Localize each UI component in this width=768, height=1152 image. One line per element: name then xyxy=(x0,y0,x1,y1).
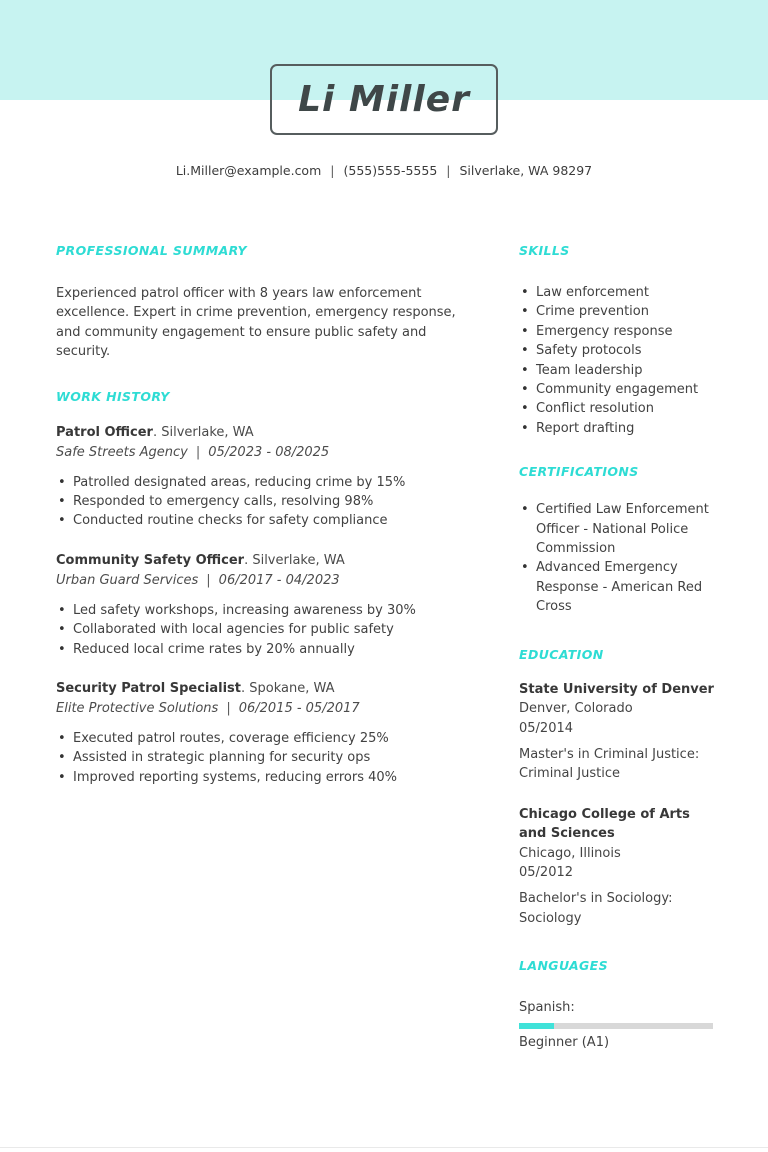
job-title-separator: . xyxy=(241,681,250,697)
job-dates: 06/2017 - 04/2023 xyxy=(218,572,340,588)
job-title: Security Patrol Specialist xyxy=(56,681,241,697)
job-bullet: • Reduced local crime rates by 20% annually xyxy=(56,640,462,659)
graduation-date: 05/2014 xyxy=(519,720,574,736)
job-location: Silverlake, WA xyxy=(252,552,345,568)
language-progress-fill xyxy=(519,1023,554,1029)
school-location: Denver, Colorado xyxy=(519,701,633,717)
skill-item: • Safety protocols xyxy=(519,341,715,360)
job-bullets xyxy=(56,473,462,531)
certifications-heading: CERTIFICATIONS xyxy=(519,464,639,480)
company-dates-separator: | xyxy=(226,701,231,717)
contact-item: Silverlake, WA 98297 xyxy=(459,163,593,178)
skill-item: • Law enforcement xyxy=(519,283,715,302)
left-column xyxy=(56,243,462,787)
education-entry xyxy=(519,805,715,928)
job-bullets xyxy=(56,729,462,787)
language-level: Beginner (A1) xyxy=(519,1034,610,1050)
degree: Master's in Criminal Justice: Criminal Justice xyxy=(519,746,700,782)
job-dates: 05/2023 - 08/2025 xyxy=(208,444,330,460)
job-location: Silverlake, WA xyxy=(161,424,254,440)
company-dates-separator: | xyxy=(206,572,211,588)
job-entry xyxy=(56,551,462,659)
job-title: Patrol Officer xyxy=(56,424,153,440)
skills-list xyxy=(519,283,715,438)
job-company: Safe Streets Agency xyxy=(56,444,188,460)
right-column xyxy=(519,243,715,1052)
job-title-separator: . xyxy=(244,552,253,568)
summary-heading: PROFESSIONAL SUMMARY xyxy=(56,243,248,258)
skill-item: • Crime prevention xyxy=(519,302,715,321)
jobs-list xyxy=(56,423,462,788)
contact-line xyxy=(0,163,768,178)
job-bullet: • Led safety workshops, increasing awareness by 30% xyxy=(56,601,462,620)
school-name: Chicago College of Arts and Sciences xyxy=(519,806,690,842)
name-box xyxy=(270,64,498,135)
education-list xyxy=(519,680,715,928)
skill-item: • Conflict resolution xyxy=(519,399,715,418)
school-location: Chicago, Illinois xyxy=(519,845,621,861)
education-heading: EDUCATION xyxy=(519,646,604,662)
contact-separator: | xyxy=(446,163,451,178)
skill-item: • Emergency response xyxy=(519,322,715,341)
summary-text: Experienced patrol officer with 8 years law enforcement excellence. Expert in crime prevention, emergency response, and community engagement to ensure public safety and security. xyxy=(56,286,456,360)
language-progress-track xyxy=(519,1023,713,1029)
job-entry xyxy=(56,679,462,787)
contact-separator: | xyxy=(330,163,335,178)
certification-item: • Advanced Emergency Response - American Red Cross xyxy=(519,558,715,616)
page-bottom-border xyxy=(0,1147,768,1148)
certification-item: • Certified Law Enforcement Officer - National Police Commission xyxy=(519,500,715,558)
job-title-line xyxy=(56,679,462,699)
job-bullet: • Collaborated with local agencies for public safety xyxy=(56,620,462,639)
job-location: Spokane, WA xyxy=(249,681,335,697)
company-dates-separator: | xyxy=(195,444,201,460)
language-name: Spanish: xyxy=(519,1000,575,1016)
degree: Bachelor's in Sociology: Sociology xyxy=(519,891,673,926)
work-history-heading: WORK HISTORY xyxy=(56,388,170,404)
contact-item: (555)555-5555 xyxy=(343,163,438,178)
languages-list xyxy=(519,998,715,1052)
job-bullets xyxy=(56,601,462,659)
candidate-name: Li Miller xyxy=(298,79,470,120)
job-dates: 06/2015 - 05/2017 xyxy=(238,701,360,717)
job-title-separator: . xyxy=(152,424,162,440)
skill-item: • Report drafting xyxy=(519,419,715,438)
school-name: State University of Denver xyxy=(519,681,714,697)
job-bullet: • Improved reporting systems, reducing errors 40% xyxy=(56,768,462,787)
job-company-line xyxy=(56,443,462,463)
job-entry xyxy=(56,423,462,531)
skill-item: • Community engagement xyxy=(519,380,715,399)
job-company-line xyxy=(56,571,462,591)
skill-item: • Team leadership xyxy=(519,361,715,380)
job-bullet: • Patrolled designated areas, reducing crime by 15% xyxy=(56,473,462,492)
job-company: Urban Guard Services xyxy=(56,572,199,588)
graduation-date: 05/2012 xyxy=(519,864,574,880)
job-company-line xyxy=(56,699,462,719)
job-title-line xyxy=(56,423,462,443)
education-entry xyxy=(519,680,715,784)
job-bullet: • Responded to emergency calls, resolving 98% xyxy=(56,492,462,511)
language-entry xyxy=(519,998,715,1052)
contact-item: Li.Miller@example.com xyxy=(175,163,322,178)
certifications-list xyxy=(519,500,715,616)
job-title: Community Safety Officer xyxy=(56,552,245,568)
job-title-line xyxy=(56,551,462,571)
languages-heading: LANGUAGES xyxy=(519,958,609,974)
job-company: Elite Protective Solutions xyxy=(56,701,219,717)
job-bullet: • Assisted in strategic planning for security ops xyxy=(56,748,462,767)
skills-heading: SKILLS xyxy=(519,243,570,258)
job-bullet: • Conducted routine checks for safety compliance xyxy=(56,511,462,530)
job-bullet: • Executed patrol routes, coverage efficiency 25% xyxy=(56,729,462,748)
